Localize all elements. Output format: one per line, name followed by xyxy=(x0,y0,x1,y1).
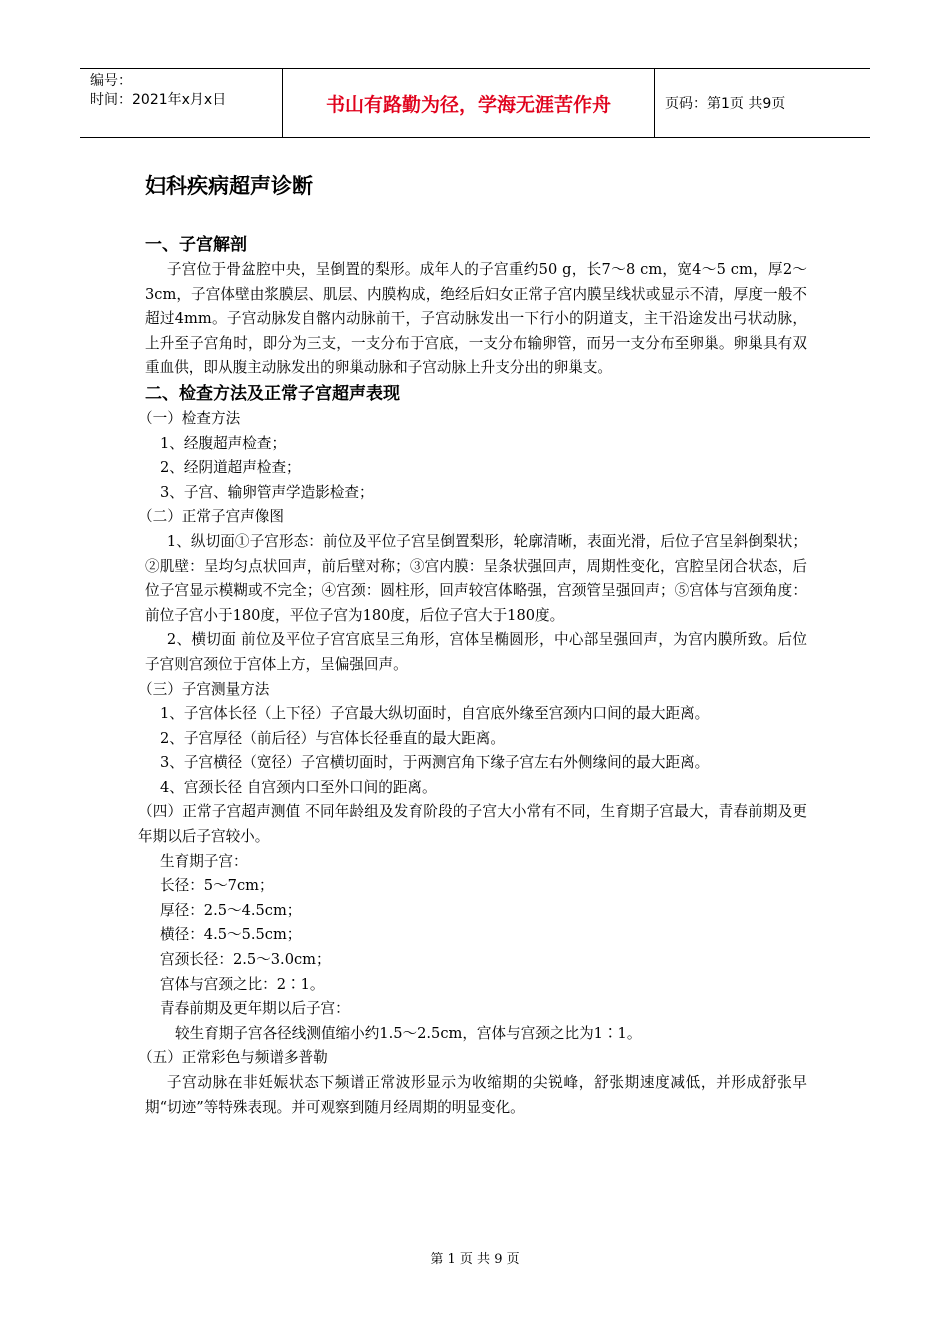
header-meta xyxy=(80,69,283,137)
subsection-title: （三）子宫测量方法 xyxy=(138,680,270,698)
subsection-title: （五）正常彩色与频谱多普勒 xyxy=(138,1049,328,1067)
page-footer: 第 1 页 共 9 页 xyxy=(430,1252,520,1267)
page-header xyxy=(80,68,870,138)
header-motto: 书山有路勤为径，学海无涯苦作舟 xyxy=(283,69,655,137)
section-heading-exam: 二、检查方法及正常子宫超声表现 xyxy=(145,383,400,404)
measure-line: 宫颈长径：2.5～3.0cm； xyxy=(160,951,331,969)
paragraph: 2、横切面 前位及平位子宫宫底呈三角形，宫体呈椭圆形，中心部呈强回声，为宫内膜所致。后位子宫则宫颈位于宫体上方，呈偏强回声。 xyxy=(145,631,807,673)
list-item: 4、宫颈长径 自宫颈内口至外口间的距离。 xyxy=(160,778,437,796)
subsection-title: （一）检查方法 xyxy=(138,409,241,427)
measure-line: 较生育期子宫各径线测值缩小约1.5～2.5cm，宫体与宫颈之比为1∶1。 xyxy=(175,1024,642,1042)
paragraph: 1、纵切面①子宫形态：前位及平位子宫呈倒置梨形，轮廓清晰，表面光滑，后位子宫呈斜倒梨状；②肌壁：呈均匀点状回声，前后壁对称；③宫内膜：呈条状强回声，周期性变化，宫腔呈闭合状态，后位子宫显示模糊或不完全；④宫颈：圆柱形，回声较宫体略强，宫颈管呈强回声；⑤宫体与宫颈角度：前位子宫小于180度，平位子宫为180度，后位子宫大于180度。 xyxy=(145,532,807,624)
number-label: 编号： xyxy=(90,73,132,89)
subsection-title: （四）正常子宫超声测值 不同年龄组及发育阶段的子宫大小常有不同，生育期子宫最大，青春前期及更年期以后子宫较小。 xyxy=(138,803,807,846)
document-body xyxy=(138,232,807,1120)
measure-line: 青春前期及更年期以后子宫： xyxy=(160,1000,350,1018)
list-item: 3、子宫、输卵管声学造影检查； xyxy=(160,483,374,501)
header-page-info: 页码：第1页 共9页 xyxy=(665,96,786,112)
anatomy-paragraph: 子宫位于骨盆腔中央，呈倒置的梨形。成年人的子宫重约50 g，长7～8 cm，宽4～5 cm，厚2～3cm，子宫体壁由浆膜层、肌层、内膜构成，绝经后妇女正常子宫内膜呈线状或显示不清，厚度一般不超过4mm。子宫动脉发自髂内动脉前干，子宫动脉发出一下行小的阴道支，主干沿途发出弓状动脉，上升至子宫角时，即分为三支，一支分布于宫底，一支分布输卵管，而另一支分布至卵巢。卵巢具有双重血供，即从腹主动脉发出的卵巢动脉和子宫动脉上升支分出的卵巢支。 xyxy=(145,261,807,377)
measure-line: 宫体与宫颈之比：2∶1。 xyxy=(160,975,325,993)
measure-line: 横径：4.5～5.5cm； xyxy=(160,926,302,944)
time-label: 时间：2021年x月x日 xyxy=(90,92,227,108)
measure-line: 生育期子宫： xyxy=(160,852,248,870)
list-item: 3、子宫横径（宽径）子宫横切面时，于两测宫角下缘子宫左右外侧缘间的最大距离。 xyxy=(160,754,710,772)
list-item: 1、子宫体长径（上下径）子宫最大纵切面时，自宫底外缘至宫颈内口间的最大距离。 xyxy=(160,705,710,723)
measure-line: 长径：5～7cm； xyxy=(160,877,274,895)
section-heading-anatomy: 一、子宫解剖 xyxy=(145,235,247,255)
subsection-title: （二）正常子宫声像图 xyxy=(138,508,284,526)
paragraph: 子宫动脉在非妊娠状态下频谱正常波形显示为收缩期的尖锐峰，舒张期速度减低，并形成舒张早期“切迹”等特殊表现。并可观察到随月经周期的明显变化。 xyxy=(145,1074,807,1116)
list-item: 2、子宫厚径（前后径）与宫体长径垂直的最大距离。 xyxy=(160,729,505,747)
measure-line: 厚径：2.5～4.5cm； xyxy=(160,901,302,919)
list-item: 2、经阴道超声检查； xyxy=(160,459,301,477)
list-item: 1、经腹超声检查； xyxy=(160,434,287,452)
document-title: 妇科疾病超声诊断 xyxy=(145,174,313,198)
